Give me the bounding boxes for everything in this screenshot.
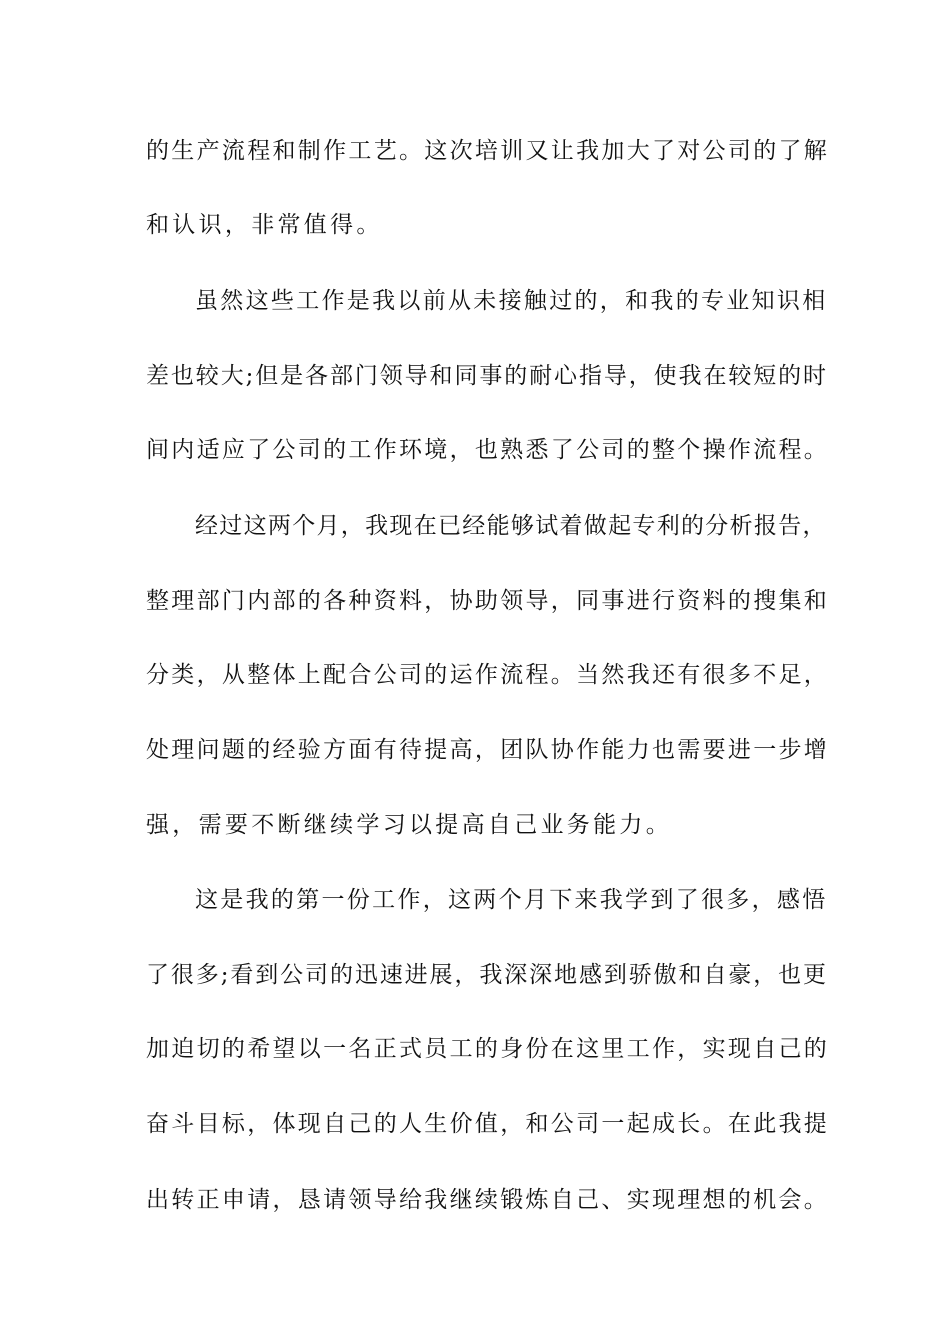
text-line: 间内适应了公司的工作环境，也熟悉了公司的整个操作流程。 — [146, 437, 830, 463]
text-line: 加迫切的希望以一名正式员工的身份在这里工作，实现自己的 — [146, 1036, 830, 1062]
paragraph-first-line: 虽然这些工作是我以前从未接触过的，和我的专业知识相 — [195, 288, 828, 314]
text-line: 奋斗目标，体现自己的人生价值，和公司一起成长。在此我提 — [146, 1111, 830, 1137]
text-line: 整理部门内部的各种资料，协助领导，同事进行资料的搜集和 — [146, 588, 830, 614]
text-line: 强，需要不断继续学习以提高自己业务能力。 — [146, 812, 672, 838]
text-line: 了很多;看到公司的迅速进展，我深深地感到骄傲和自豪，也更 — [146, 962, 828, 988]
paragraph-first-line: 这是我的第一份工作，这两个月下来我学到了很多，感悟 — [195, 887, 828, 913]
text-line: 的生产流程和制作工艺。这次培训又让我加大了对公司的了解 — [146, 138, 830, 164]
text-line: 和认识，非常值得。 — [146, 212, 383, 238]
paragraph-first-line: 经过这两个月，我现在已经能够试着做起专利的分析报告， — [195, 513, 827, 539]
text-line: 出转正申请，恳请领导给我继续锻炼自己、实现理想的机会。 — [146, 1187, 830, 1213]
text-line: 分类，从整体上配合公司的运作流程。当然我还有很多不足， — [146, 662, 830, 688]
text-line: 差也较大;但是各部门领导和同事的耐心指导，使我在较短的时 — [146, 363, 828, 389]
text-line: 处理问题的经验方面有待提高，团队协作能力也需要进一步增 — [146, 737, 830, 763]
